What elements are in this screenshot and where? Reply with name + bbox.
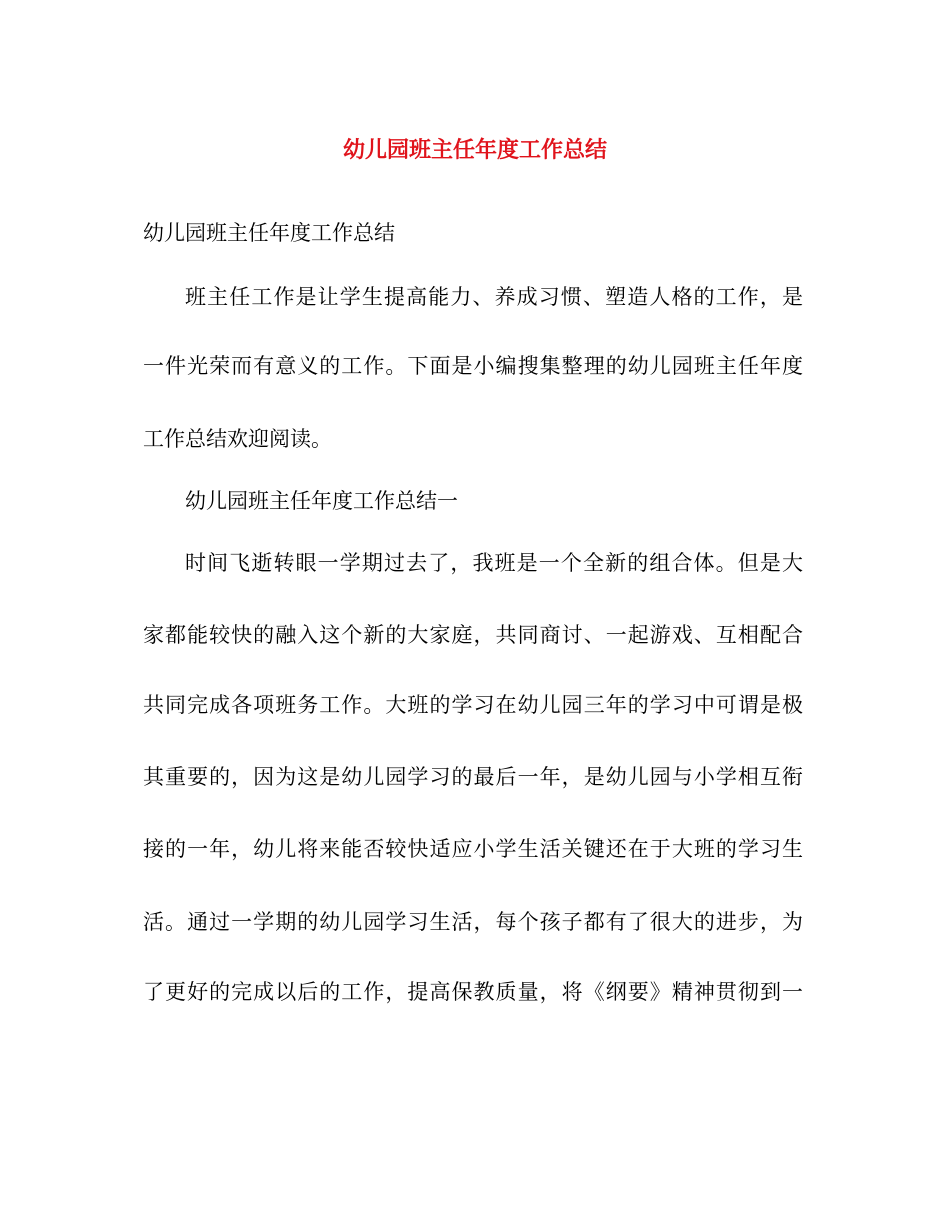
paragraph-line: 家都能较快的融入这个新的大家庭，共同商讨、一起游戏、互相配合 (143, 623, 803, 647)
section-heading: 幼儿园班主任年度工作总结一 (185, 489, 458, 513)
paragraph-line: 其重要的，因为这是幼儿园学习的最后一年，是幼儿园与小学相互衔 (143, 765, 803, 789)
paragraph-line: 接的一年，幼儿将来能否较快适应小学生活关键还在于大班的学习生 (143, 837, 803, 861)
paragraph-line: 一件光荣而有意义的工作。下面是小编搜集整理的幼儿园班主任年度 (143, 354, 803, 378)
paragraph-line: 班主任工作是让学生提高能力、养成习惯、塑造人格的工作，是 (185, 285, 803, 309)
subtitle-line: 幼儿园班主任年度工作总结 (143, 221, 395, 245)
paragraph-line: 时间飞逝转眼一学期过去了，我班是一个全新的组合体。但是大 (185, 551, 803, 575)
paragraph-line: 活。通过一学期的幼儿园学习生活，每个孩子都有了很大的进步，为 (143, 910, 803, 934)
page-title: 幼儿园班主任年度工作总结 (342, 137, 607, 163)
paragraph-line: 了更好的完成以后的工作，提高保教质量，将《纲要》精神贯彻到一 (143, 980, 803, 1004)
paragraph-line: 工作总结欢迎阅读。 (143, 427, 332, 451)
paragraph-line: 共同完成各项班务工作。大班的学习在幼儿园三年的学习中可谓是极 (143, 693, 803, 717)
